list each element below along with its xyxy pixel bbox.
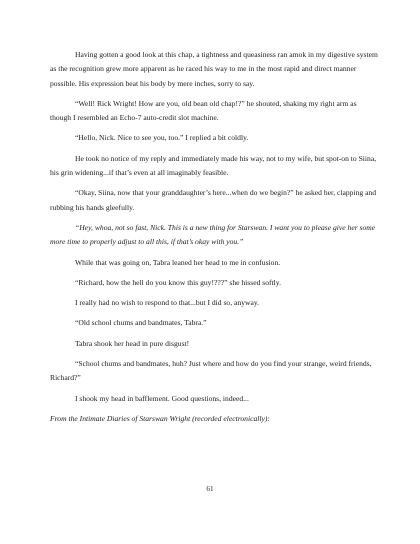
paragraph: I really had no wish to respond to that...but I did so, anyway. — [75, 298, 260, 308]
paragraph: “School chums and bandmates, huh? Just where and how do you find your strange, weird friends, Richard?” — [50, 359, 372, 383]
paragraph: I shook my head in bafflement. Good questions, indeed... — [75, 393, 249, 403]
italic-heading: From the Intimate Diaries of Starswan Wright (recorded electronically): — [50, 413, 270, 423]
paragraph: Tabra shook her head in pure disgust! — [75, 338, 190, 348]
paragraph: “Richard, how the hell do you know this guy!???” she hissed softly. — [75, 277, 281, 287]
paragraph: “Well! Rick Wright! How are you, old bean old chap!?” he shouted, shaking my right arm as though I resembled an Echo-7 auto-credit slot machine. — [50, 98, 357, 123]
italic-dialogue: “Hey, whoa, not so fast, Nick. This is a new thing for Starswan. I want you to please give her some more time to properly adjust to all this, if that’s okay with you.” — [50, 222, 376, 247]
paragraph: Having gotten a good look at this chap, a tightness and queasiness ran amok in my digestive system as the recognition grew more apparent as he raced his way to me in the most rapid and direct manner possible. His expression beat his body by mere inches, sorry to say. — [50, 50, 378, 88]
paragraph-italic — [50, 221, 378, 250]
paragraph: “Old school chums and bandmates, Tabra.” — [75, 318, 207, 328]
section-heading — [50, 412, 378, 426]
paragraph: “Hello, Nick. Nice to see you, too.” I replied a bit coldly. — [75, 133, 249, 143]
page-number: 61 — [206, 485, 214, 493]
body-text — [50, 48, 378, 432]
paragraph: While that was going on, Tabra leaned her head to me in confusion. — [75, 257, 281, 267]
paragraph: “Okay, Siina, now that your granddaughter’s here...when do we begin?” he asked her, clapping and rubbing his hands gleefully. — [50, 188, 377, 212]
paragraph: He took no notice of my reply and immediately made his way, not to my wife, but spot-on to Siina, his grin widening...if that’s even at all imaginably feasible. — [50, 153, 377, 178]
